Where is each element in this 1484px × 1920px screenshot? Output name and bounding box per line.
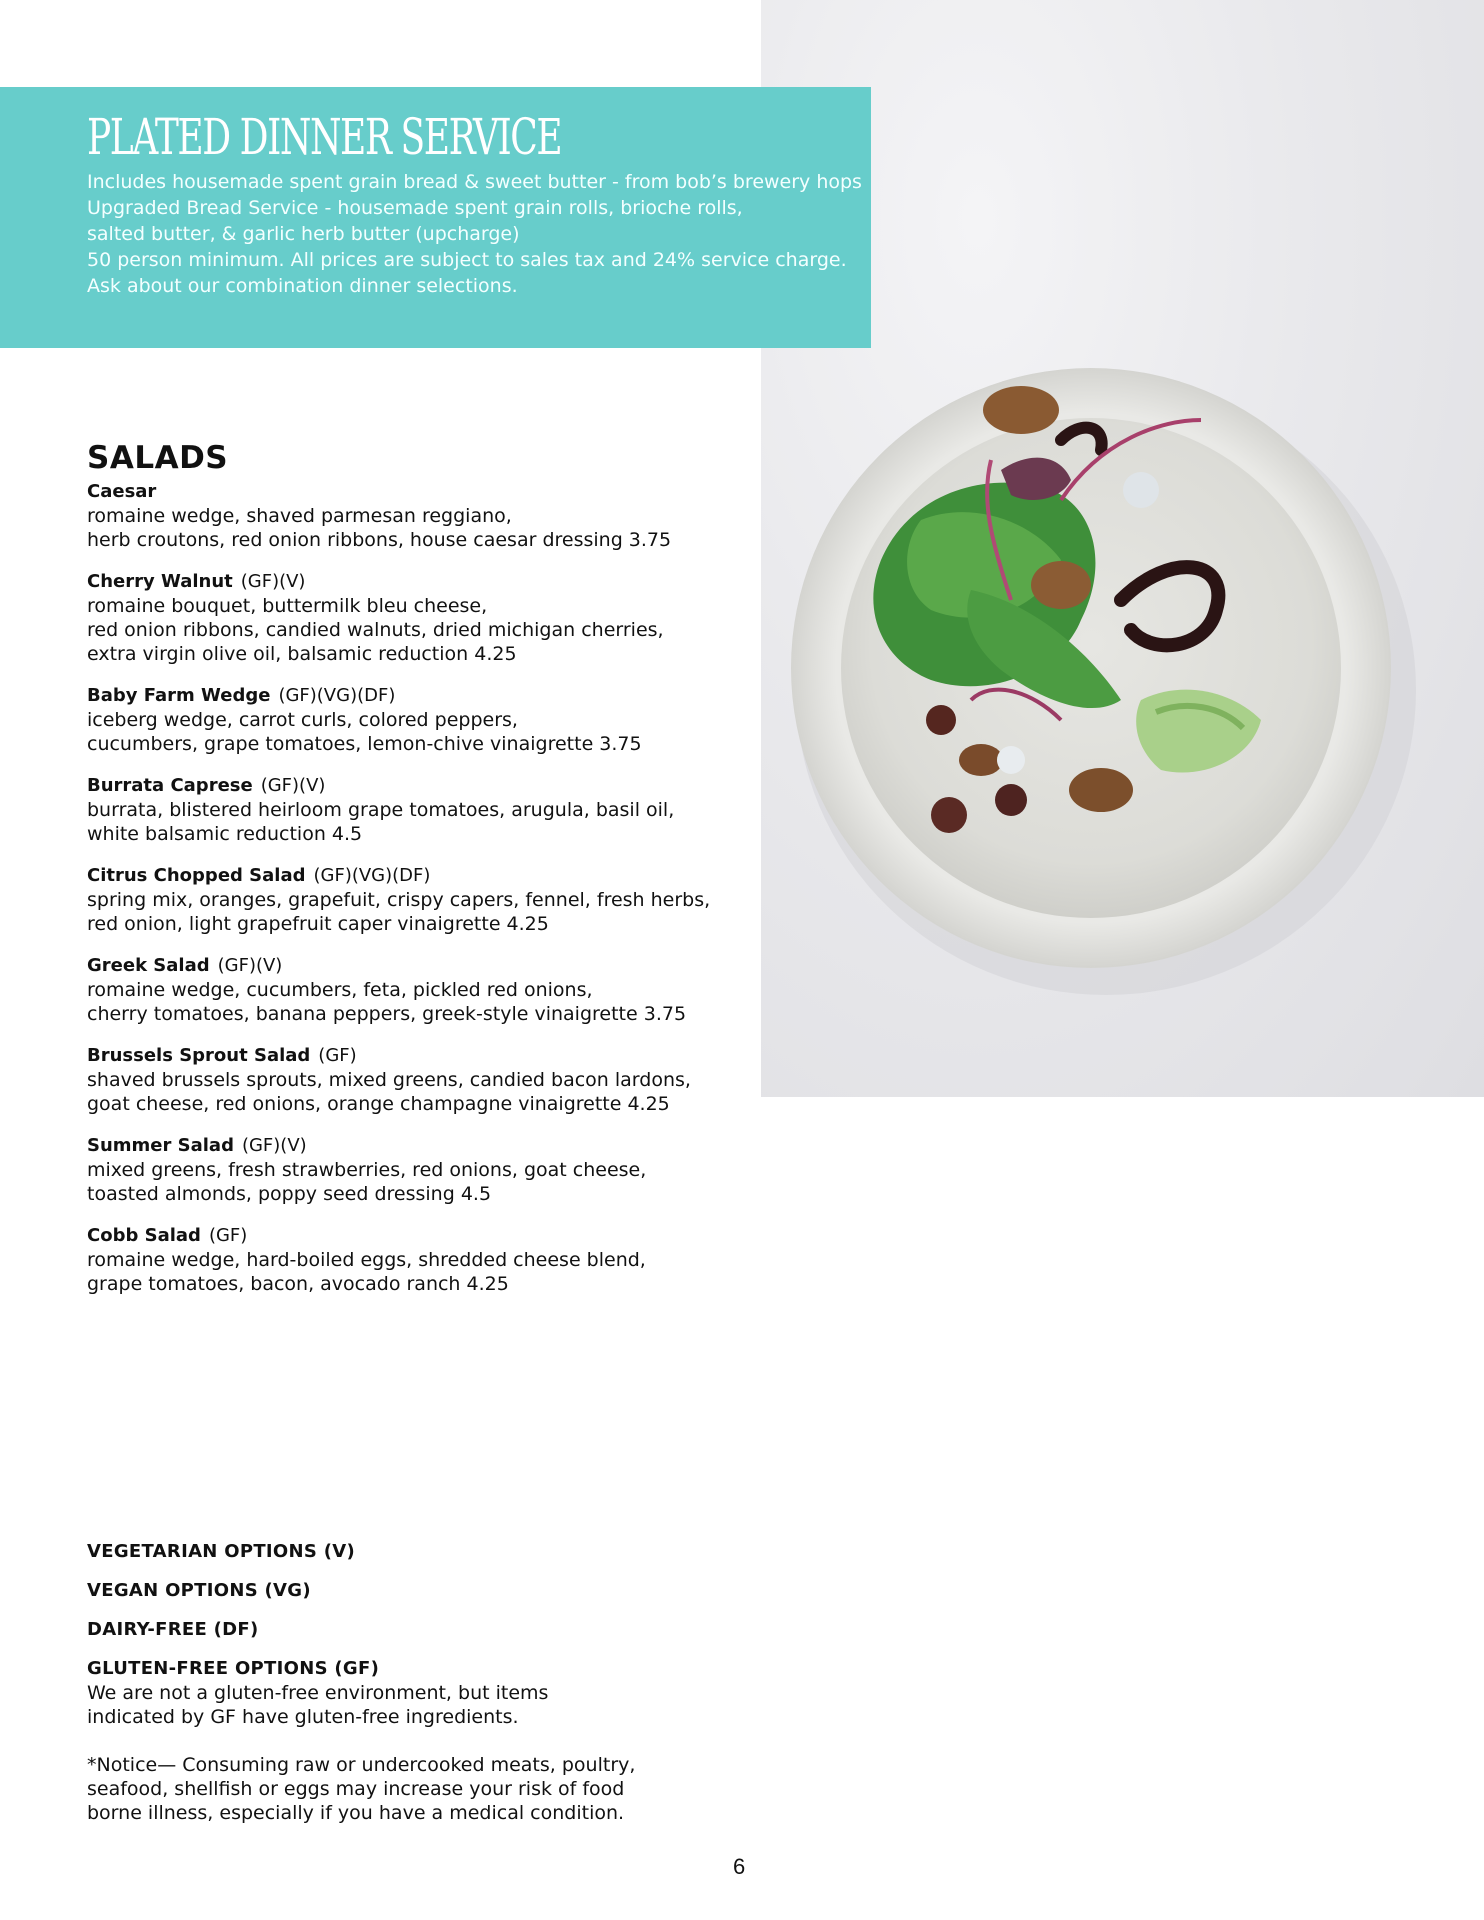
legend-gluten-free: GLUTEN-FREE OPTIONS (GF) <box>87 1658 380 1679</box>
item-description: shaved brussels sprouts, mixed greens, candied bacon lardons, <box>87 1069 691 1091</box>
legend-vegetarian: VEGETARIAN OPTIONS (V) <box>87 1541 355 1562</box>
item-description: herb croutons, red onion ribbons, house caesar dressing 3.75 <box>87 529 672 551</box>
item-name: Greek Salad <box>87 955 210 976</box>
item-description: grape tomatoes, bacon, avocado ranch 4.25 <box>87 1273 509 1295</box>
banner-line: 50 person minimum. All prices are subject to sales tax and 24% service charge. <box>87 249 847 271</box>
item-description: extra virgin olive oil, balsamic reduction 4.25 <box>87 643 517 665</box>
menu-item <box>87 1044 767 1116</box>
item-tags: (GF)(VG)(DF) <box>278 685 396 706</box>
item-tags: (GF)(V) <box>217 955 283 976</box>
item-description: mixed greens, fresh strawberries, red onions, goat cheese, <box>87 1159 647 1181</box>
item-description: red onion, light grapefruit caper vinaigrette 4.25 <box>87 913 549 935</box>
item-description: cucumbers, grape tomatoes, lemon-chive vinaigrette 3.75 <box>87 733 642 755</box>
item-name: Summer Salad <box>87 1135 234 1156</box>
item-description: toasted almonds, poppy seed dressing 4.5 <box>87 1183 492 1205</box>
menu-item <box>87 684 767 756</box>
item-description: cherry tomatoes, banana peppers, greek-style vinaigrette 3.75 <box>87 1003 687 1025</box>
item-name: Cherry Walnut <box>87 571 233 592</box>
menu-item <box>87 774 767 846</box>
notice-line: seafood, shellfish or eggs may increase your risk of food <box>87 1778 625 1800</box>
menu-item <box>87 1224 767 1296</box>
page-title: PLATED DINNER SERVICE <box>87 108 562 166</box>
item-name: Caesar <box>87 481 157 502</box>
gluten-free-note: indicated by GF have gluten-free ingredients. <box>87 1706 519 1728</box>
food-safety-notice <box>87 1753 727 1825</box>
item-description: goat cheese, red onions, orange champagne vinaigrette 4.25 <box>87 1093 670 1115</box>
banner-line: salted butter, & garlic herb butter (upcharge) <box>87 223 520 245</box>
item-tags: (GF) <box>318 1045 357 1066</box>
item-tags: (GF)(VG)(DF) <box>313 865 431 886</box>
banner-line: Includes housemade spent grain bread & sweet butter - from bob’s brewery hops <box>87 171 862 193</box>
gluten-free-note: We are not a gluten-free environment, but items <box>87 1682 549 1704</box>
item-description: romaine wedge, shaved parmesan reggiano, <box>87 505 512 527</box>
item-name: Brussels Sprout Salad <box>87 1045 311 1066</box>
menu-item <box>87 480 767 552</box>
banner-line: Ask about our combination dinner selections. <box>87 275 518 297</box>
item-description: romaine wedge, hard-boiled eggs, shredded cheese blend, <box>87 1249 646 1271</box>
menu-item <box>87 864 767 936</box>
item-name: Cobb Salad <box>87 1225 201 1246</box>
salads-section <box>87 440 767 1314</box>
section-heading: SALADS <box>87 440 229 476</box>
menu-item <box>87 570 767 666</box>
notice-line: borne illness, especially if you have a medical condition. <box>87 1802 625 1824</box>
item-tags: (GF) <box>208 1225 248 1246</box>
item-description: burrata, blistered heirloom grape tomatoes, arugula, basil oil, <box>87 799 675 821</box>
item-name: Citrus Chopped Salad <box>87 865 306 886</box>
banner-line: Upgraded Bread Service - housemade spent grain rolls, brioche rolls, <box>87 197 743 219</box>
item-name: Baby Farm Wedge <box>87 685 271 706</box>
legend-vegan: VEGAN OPTIONS (VG) <box>87 1580 311 1601</box>
item-description: iceberg wedge, carrot curls, colored peppers, <box>87 709 518 731</box>
menu-item <box>87 954 767 1026</box>
page-number: 6 <box>733 1854 746 1879</box>
item-tags: (GF)(V) <box>240 571 306 592</box>
item-description: romaine wedge, cucumbers, feta, pickled red onions, <box>87 979 593 1001</box>
item-tags: (GF)(V) <box>260 775 326 796</box>
dietary-legend <box>87 1540 727 1825</box>
notice-line: *Notice— Consuming raw or undercooked meats, poultry, <box>87 1754 636 1776</box>
menu-item <box>87 1134 767 1206</box>
legend-dairy-free: DAIRY-FREE (DF) <box>87 1619 259 1640</box>
item-description: spring mix, oranges, grapefuit, crispy capers, fennel, fresh herbs, <box>87 889 711 911</box>
item-tags: (GF)(V) <box>241 1135 307 1156</box>
header-banner <box>0 87 871 348</box>
item-description: white balsamic reduction 4.5 <box>87 823 363 845</box>
item-description: romaine bouquet, buttermilk bleu cheese, <box>87 595 488 617</box>
item-name: Burrata Caprese <box>87 775 253 796</box>
item-description: red onion ribbons, candied walnuts, dried michigan cherries, <box>87 619 664 641</box>
